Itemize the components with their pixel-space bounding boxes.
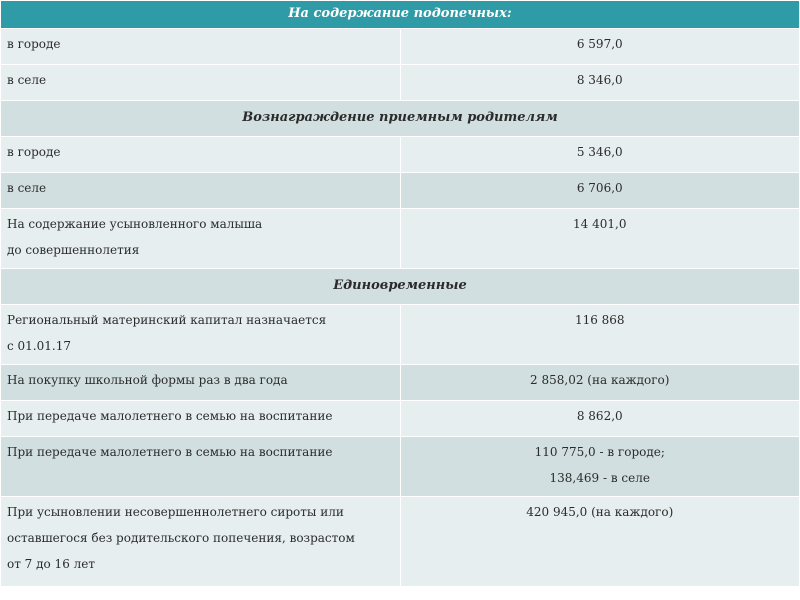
table-row	[1, 305, 800, 365]
label-line: оставшегося без родительского попечения, возрастом	[7, 531, 355, 545]
value-line: 5 346,0	[576, 145, 623, 159]
row-value	[400, 29, 800, 65]
table-row	[1, 365, 800, 401]
label-line: до совершеннолетия	[7, 243, 140, 257]
section-row	[1, 101, 800, 137]
value-line: 138,469 - в селе	[549, 471, 650, 485]
table-header-row	[1, 1, 800, 29]
label-line: от 7 до 16 лет	[7, 557, 96, 571]
row-label	[1, 137, 401, 173]
value-line: 2 858,02 (на каждого)	[530, 373, 670, 387]
value-line: 6 706,0	[576, 181, 623, 195]
section-title: Единовременные	[1, 269, 800, 305]
label-line: На покупку школьной формы раз в два года	[7, 373, 288, 387]
row-value	[400, 209, 800, 269]
row-value	[400, 137, 800, 173]
row-label	[1, 29, 401, 65]
label-line: При передаче малолетнего в семью на воспитание	[7, 445, 333, 459]
row-value	[400, 365, 800, 401]
table-row	[1, 137, 800, 173]
table-row	[1, 401, 800, 437]
row-label	[1, 65, 401, 101]
row-value	[400, 173, 800, 209]
value-line: 8 862,0	[576, 409, 623, 423]
row-value	[400, 401, 800, 437]
table-row	[1, 65, 800, 101]
label-line: При усыновлении несовершеннолетнего сироты или	[7, 505, 344, 519]
value-line: 420 945,0 (на каждого)	[526, 505, 674, 519]
row-label	[1, 173, 401, 209]
section-title: Вознаграждение приемным родителям	[1, 101, 800, 137]
row-label	[1, 365, 401, 401]
row-value	[400, 497, 800, 587]
row-label	[1, 497, 401, 587]
table-row	[1, 209, 800, 269]
label-line: в селе	[7, 181, 47, 195]
label-line: в селе	[7, 73, 47, 87]
label-line: в городе	[7, 145, 61, 159]
table-row	[1, 29, 800, 65]
row-label	[1, 401, 401, 437]
value-line: 6 597,0	[576, 37, 623, 51]
value-line: 110 775,0 - в городе;	[534, 445, 665, 459]
row-value	[400, 305, 800, 365]
value-line: 14 401,0	[573, 217, 627, 231]
row-label	[1, 305, 401, 365]
row-value	[400, 65, 800, 101]
table-header: На содержание подопечных:	[1, 1, 800, 29]
label-line: При передаче малолетнего в семью на воспитание	[7, 409, 333, 423]
label-line: На содержание усыновленного малыша	[7, 217, 263, 231]
table-row	[1, 173, 800, 209]
label-line: Региональный материнский капитал назначается	[7, 313, 327, 327]
section-row	[1, 269, 800, 305]
row-label	[1, 437, 401, 497]
label-line: с 01.01.17	[7, 339, 71, 353]
table-row	[1, 497, 800, 587]
row-label	[1, 209, 401, 269]
label-line: в городе	[7, 37, 61, 51]
value-line: 8 346,0	[576, 73, 623, 87]
value-line: 116 868	[574, 313, 625, 327]
row-value	[400, 437, 800, 497]
table-row	[1, 437, 800, 497]
